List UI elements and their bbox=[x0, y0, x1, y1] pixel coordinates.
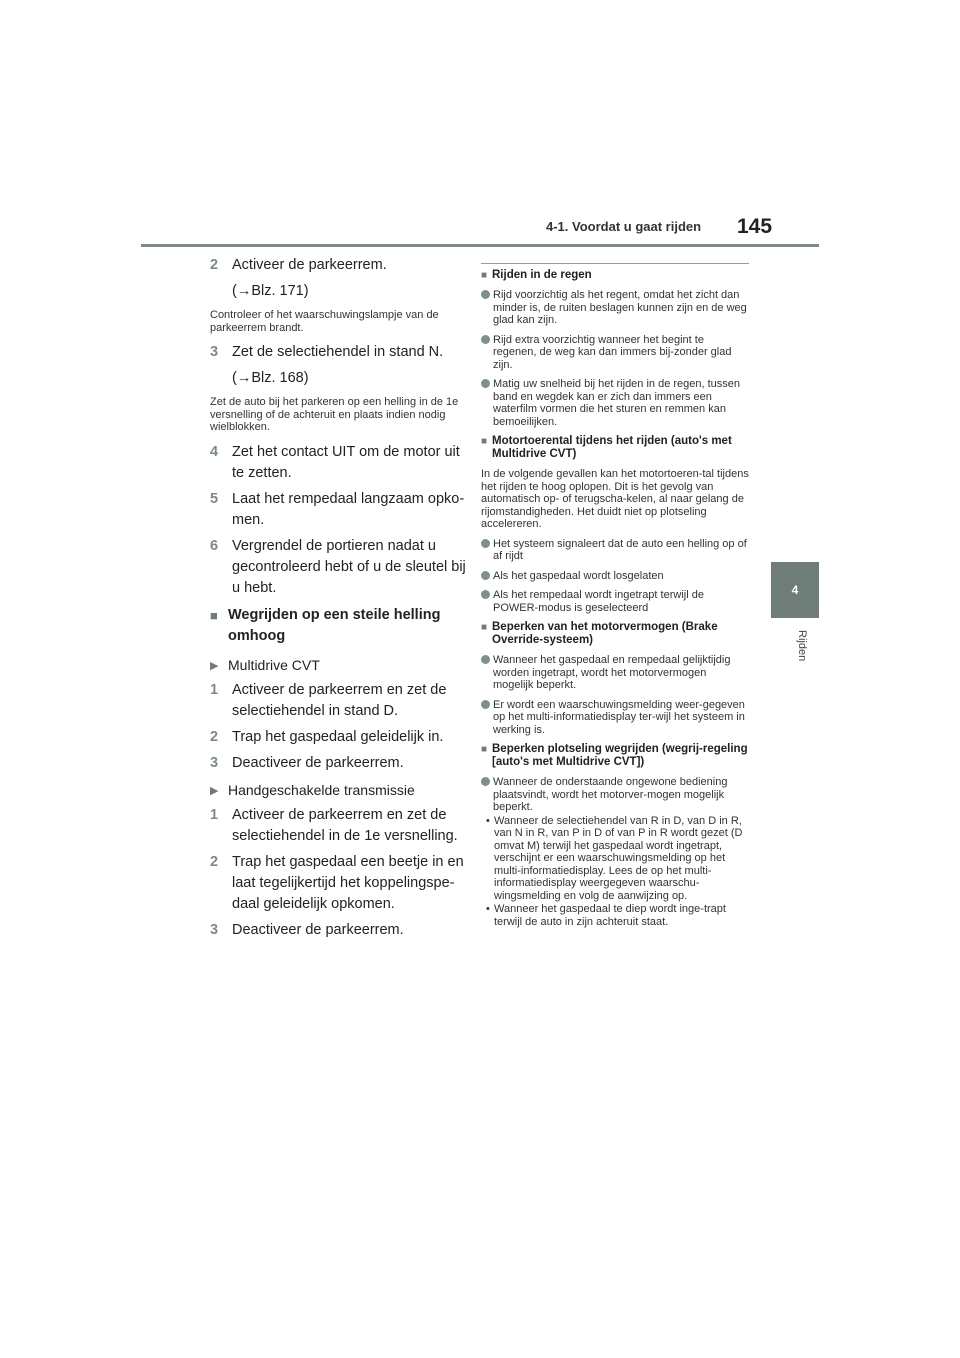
list-item-text: Het systeem signaleert dat de auto een helling op of af rijdt bbox=[493, 537, 747, 562]
triangle-right-icon: ▶ bbox=[210, 659, 219, 672]
right-column bbox=[481, 263, 749, 929]
list-item bbox=[481, 378, 749, 428]
step-text: Deactiveer de parkeerrem. bbox=[232, 921, 404, 938]
square-bullet-icon: ■ bbox=[210, 607, 218, 623]
step-text: Deactiveer de parkeerrem. bbox=[232, 754, 404, 771]
dash-item bbox=[481, 815, 749, 903]
list-item-text: Er wordt een waarschuwingsmelding weer-gegeven op het multi-informatiedisplay ter-wijl het systeem in werking is. bbox=[493, 698, 745, 736]
list-item bbox=[481, 289, 749, 327]
subsection-heading bbox=[210, 605, 466, 647]
step-note: Zet de auto bij het parkeren op een helling in de 1e versnelling of de achteruit en plaats indien nodig wielblokken. bbox=[210, 396, 459, 433]
subsection-title: Rijden in de regen bbox=[492, 269, 592, 281]
step-number: 1 bbox=[210, 681, 219, 698]
column-divider bbox=[481, 263, 749, 264]
list-item bbox=[481, 334, 749, 372]
list-item-text: Als het rempedaal wordt ingetrapt terwijl de POWER-modus is geselecteerd bbox=[493, 589, 704, 614]
list-item-text: Rijd extra voorzichtig wanneer het begint te regenen, de weg kan dan immers bij-zonder glad zijn. bbox=[493, 333, 732, 371]
step-number: 2 bbox=[210, 257, 219, 273]
list-item bbox=[481, 654, 749, 692]
circle-bullet-icon bbox=[481, 378, 493, 390]
step-6 bbox=[210, 536, 466, 599]
section-title: 4-1. Voordat u gaat rijden bbox=[546, 219, 702, 234]
page-reference: (→Blz. 171) bbox=[232, 283, 309, 299]
subsection-heading bbox=[481, 621, 749, 647]
step-4 bbox=[210, 442, 466, 484]
square-bullet-icon: ■ bbox=[481, 436, 488, 447]
header-divider bbox=[141, 244, 819, 247]
subsection-heading bbox=[481, 435, 749, 461]
list-item bbox=[481, 570, 749, 583]
circle-bullet-icon bbox=[481, 654, 493, 666]
dash-item-text: Wanneer de selectiehendel van R in D, van D in R, van N in R, van P in D of van P in R wordt gezet (D omvat M) terwijl het gaspedaal wordt ingetrapt, verschijnt er een waarschuwingsmelding op het multi-informatiedisplay. Lees de op het multi-informatiedisplay weergegeven waarschu-wingsmelding en volg de aanwijzing op. bbox=[494, 814, 743, 902]
manual-step-2 bbox=[210, 852, 466, 915]
cvt-step-2 bbox=[210, 727, 466, 748]
subsection-title: Beperken plotseling wegrijden (wegrij-regeling [auto's met Multidrive CVT]) bbox=[492, 743, 748, 768]
subsection-title: Motortoerental tijdens het rijden (auto's met Multidrive CVT) bbox=[492, 435, 732, 460]
paragraph: In de volgende gevallen kan het motortoeren-tal tijdens het rijden te hoog oplopen. Dit is het gevolg van automatisch op- of terugscha-kelen, al naar gelang de rijomstandigheden. Het duidt niet op plotseling accelereren. bbox=[481, 468, 749, 530]
list-item-text: Wanneer de onderstaande ongewone bediening plaatsvindt, wordt het motorver-mogen mogelijk beperkt. bbox=[493, 776, 728, 813]
circle-bullet-icon bbox=[481, 570, 493, 582]
list-item-text: Matig uw snelheid bij het rijden in de regen, tussen band en wegdek kan er zich dan immers een waterfilm vormen die het sturen en remmen kan bemoeilijken. bbox=[493, 378, 741, 428]
left-column bbox=[210, 255, 466, 946]
step-number: 6 bbox=[210, 537, 219, 554]
list-item bbox=[481, 776, 749, 814]
step-text: Activeer de parkeerrem. bbox=[232, 257, 387, 273]
page-reference: (→Blz. 168) bbox=[232, 370, 309, 386]
cvt-step-3 bbox=[210, 753, 466, 774]
triangle-right-icon: ▶ bbox=[210, 784, 219, 797]
step-2 bbox=[210, 255, 466, 276]
dash-item bbox=[481, 903, 749, 928]
circle-bullet-icon bbox=[481, 289, 493, 301]
list-item-text: Wanneer het gaspedaal en rempedaal gelijktijdig worden ingetrapt, wordt het motorvermogen mogelijk beperkt. bbox=[493, 654, 731, 691]
square-bullet-icon: ■ bbox=[481, 622, 488, 633]
chapter-number: 4 bbox=[791, 583, 799, 597]
step-text: Zet de selectiehendel in stand N. bbox=[232, 344, 444, 360]
step-number: 2 bbox=[210, 728, 219, 745]
variant-title: Handgeschakelde transmissie bbox=[228, 781, 415, 798]
square-bullet-icon: ■ bbox=[481, 270, 488, 281]
step-text: Vergrendel de portieren nadat u gecontroleerd hebt of u de sleutel bij u hebt. bbox=[232, 537, 466, 596]
step-number: 3 bbox=[210, 344, 219, 360]
step-number: 5 bbox=[210, 490, 219, 507]
subsection-heading bbox=[481, 269, 749, 282]
cvt-step-1 bbox=[210, 680, 466, 722]
subsection-title: Wegrijden op een steile helling omhoog bbox=[228, 606, 441, 644]
page-number: 145 bbox=[737, 215, 773, 238]
step-5 bbox=[210, 489, 466, 531]
list-item bbox=[481, 589, 749, 614]
circle-bullet-icon bbox=[481, 589, 493, 601]
subsection-heading bbox=[481, 743, 749, 769]
step-note: Controleer of het waarschuwingslampje van de parkeerrem brandt. bbox=[210, 309, 439, 334]
variant-heading bbox=[210, 655, 466, 676]
list-item bbox=[481, 538, 749, 563]
variant-heading bbox=[210, 780, 466, 801]
circle-bullet-icon bbox=[481, 334, 493, 346]
dash-item-text: Wanneer het gaspedaal te diep wordt inge-trapt terwijl de auto in zijn achteruit staat. bbox=[494, 903, 726, 928]
manual-step-1 bbox=[210, 805, 466, 847]
step-number: 2 bbox=[210, 853, 219, 870]
step-text: Activeer de parkeerrem en zet de selectiehendel in de 1e versnelling. bbox=[232, 806, 458, 844]
manual-step-3 bbox=[210, 920, 466, 941]
step-text: Trap het gaspedaal een beetje in en laat tegelijkertijd het koppelingspe-daal geleidelijk opkomen. bbox=[232, 853, 464, 912]
step-text: Activeer de parkeerrem en zet de selectiehendel in stand D. bbox=[232, 681, 447, 719]
step-number: 1 bbox=[210, 806, 219, 823]
circle-bullet-icon bbox=[481, 699, 493, 711]
variant-title: Multidrive CVT bbox=[228, 656, 320, 673]
subsection-title: Beperken van het motorvermogen (Brake Override-systeem) bbox=[492, 621, 718, 646]
step-number: 4 bbox=[210, 443, 219, 460]
step-text: Laat het rempedaal langzaam opko-men. bbox=[232, 490, 465, 528]
step-text: Zet het contact UIT om de motor uit te zetten. bbox=[232, 443, 460, 481]
list-item-text: Rijd voorzichtig als het regent, omdat het zicht dan minder is, de ruiten beslagen kunnen zijn en de weg glad kan zijn. bbox=[493, 289, 747, 326]
list-item bbox=[481, 699, 749, 737]
chapter-label: Rijden bbox=[796, 630, 808, 662]
step-3 bbox=[210, 342, 466, 363]
dash-bullet: • bbox=[486, 903, 490, 915]
circle-bullet-icon bbox=[481, 538, 493, 550]
dash-bullet: • bbox=[486, 814, 490, 827]
step-text: Trap het gaspedaal geleidelijk in. bbox=[232, 728, 444, 745]
circle-bullet-icon bbox=[481, 776, 493, 788]
square-bullet-icon: ■ bbox=[481, 744, 488, 755]
step-number: 3 bbox=[210, 921, 219, 938]
step-number: 3 bbox=[210, 754, 219, 771]
list-item-text: Als het gaspedaal wordt losgelaten bbox=[493, 569, 664, 582]
